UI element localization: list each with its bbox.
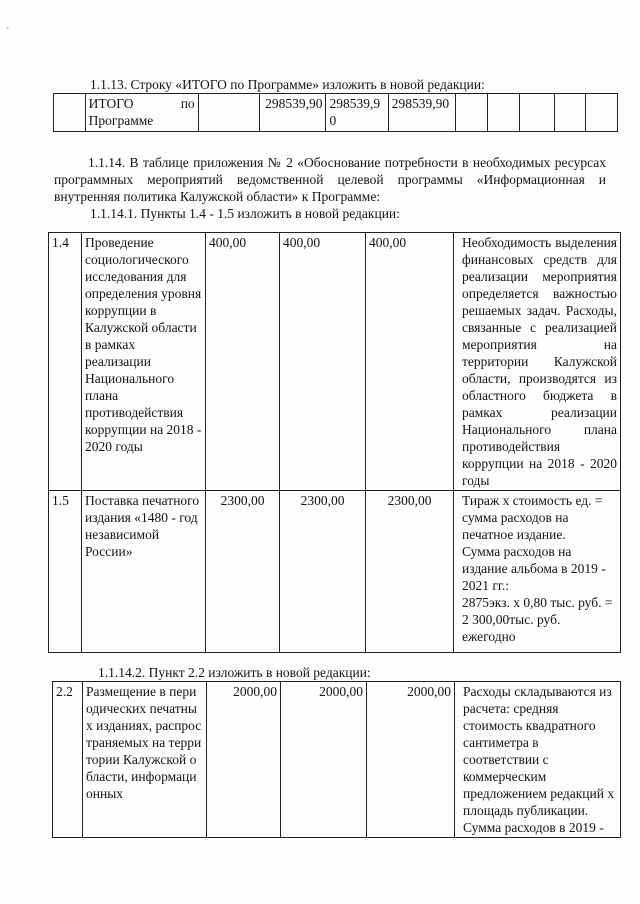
row-number: 2.2 bbox=[53, 682, 83, 838]
itogo-cell-empty bbox=[198, 94, 259, 132]
itogo-row bbox=[54, 94, 618, 132]
row-justification bbox=[454, 491, 621, 653]
row-value-1: 2300,00 bbox=[206, 491, 280, 653]
section-heading-1-1-13: 1.1.13. Строку «ИТОГО по Программе» изложить в новой редакции: bbox=[90, 77, 485, 92]
paragraph-1-1-14: 1.1.14. В таблице приложения № 2 «Обоснование потребности в необходимых ресурсах программных мероприятий ведомственной целевой программы «Информационная и внутренняя политика Калужской области» к Программе: bbox=[54, 155, 606, 204]
section-heading-1-1-14-1: 1.1.14.1. Пункты 1.4 - 1.5 изложить в новой редакции: bbox=[90, 206, 400, 221]
itogo-cell-empty bbox=[554, 94, 586, 132]
itogo-cell-empty bbox=[54, 94, 86, 132]
resource-table-2-2 bbox=[52, 681, 621, 838]
itogo-value-3: 298539,90 bbox=[388, 94, 456, 132]
justification-line: Сумма расходов на издание альбома в 2019 - 2021 гг.: bbox=[462, 544, 606, 593]
justification-line: 2875экз. х 0,80 тыс. руб. = 2 300,00тыс. руб. ежегодно bbox=[462, 595, 613, 644]
row-value-3: 400,00 bbox=[366, 233, 454, 491]
row-name: Поставка печатного издания «1480 - год независимой России» bbox=[82, 491, 206, 653]
row-value-1: 400,00 bbox=[206, 233, 280, 491]
scan-mark: ` bbox=[6, 27, 10, 38]
row-name: Размещение в периодических печатных изданиях, распространяемых на территории Калужской области, информационных bbox=[83, 682, 207, 838]
itogo-cell-empty bbox=[456, 94, 488, 132]
row-justification: Необходимость выделения финансовых средств для реализации мероприятия определяется важностью решаемых задач. Расходы, связанные с реализацией мероприятия на территории Калужской области, производятся из областного бюджета в рамках реализации Национального плана противодействия коррупции на 2018 - 2020 годы bbox=[454, 233, 621, 491]
row-justification: Расходы складываются из расчета: средняя стоимость квадратного сантиметра в соответствии с коммерческим предложением редакций х площадь публикации. Сумма расходов в 2019 - bbox=[455, 682, 621, 838]
itogo-cell-empty bbox=[586, 94, 618, 132]
justification-line: Тираж х стоимость ед. = сумма расходов на печатное издание. bbox=[462, 493, 603, 542]
row-value-1: 2000,00 bbox=[207, 682, 281, 838]
row-value-3: 2000,00 bbox=[367, 682, 455, 838]
row-name: Проведение социологического исследования для определения уровня коррупции в Калужской области в рамках реализации Национального плана противодействия коррупции на 2018 - 2020 годы bbox=[82, 233, 206, 491]
table-row bbox=[49, 491, 621, 653]
itogo-label: ИТОГО по Программе bbox=[85, 94, 198, 132]
itogo-cell-empty bbox=[488, 94, 520, 132]
table-row bbox=[53, 682, 621, 838]
row-number: 1.4 bbox=[49, 233, 82, 491]
row-value-2: 2000,00 bbox=[281, 682, 367, 838]
itogo-cell-empty bbox=[519, 94, 554, 132]
itogo-value-2: 298539,90 bbox=[326, 94, 388, 132]
row-value-2: 400,00 bbox=[280, 233, 366, 491]
row-value-2: 2300,00 bbox=[280, 491, 366, 653]
row-number: 1.5 bbox=[49, 491, 82, 653]
itogo-value-1: 298539,90 bbox=[259, 94, 326, 132]
itogo-table bbox=[53, 93, 618, 132]
section-heading-1-1-14-2: 1.1.14.2. Пункт 2.2 изложить в новой редакции: bbox=[98, 665, 371, 680]
resource-table bbox=[48, 232, 621, 653]
table-row bbox=[49, 233, 621, 491]
row-value-3: 2300,00 bbox=[366, 491, 454, 653]
